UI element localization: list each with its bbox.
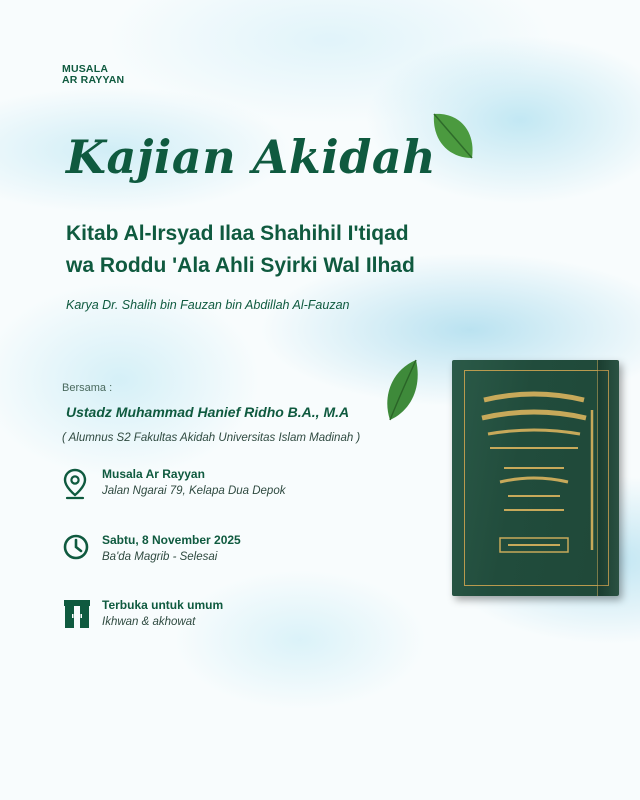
audience-title: Terbuka untuk umum [102, 598, 224, 612]
book-cover-image [452, 360, 619, 596]
speaker-label: Bersama : [62, 382, 113, 394]
location-pin-icon [62, 467, 88, 501]
book-title [66, 218, 415, 282]
audience-detail: Ikhwan & akhowat [102, 616, 196, 628]
leaf-decoration-middle [382, 356, 422, 426]
brand-line-1: MUSALA [62, 63, 109, 75]
door-icon [62, 598, 92, 630]
speaker-name: Ustadz Muhammad Hanief Ridho B.A., M.A [66, 404, 350, 420]
schedule-date: Sabtu, 8 November 2025 [102, 533, 241, 547]
schedule-time: Ba'da Magrib - Selesai [102, 551, 218, 563]
book-cover-ornament [464, 370, 604, 586]
location-address: Jalan Ngarai 79, Kelapa Dua Depok [102, 485, 286, 497]
brand-logo [62, 64, 124, 86]
book-spine [597, 360, 619, 596]
speaker-credential: ( Alumnus S2 Fakultas Akidah Universitas Islam Madinah ) [62, 432, 361, 444]
book-title-line-1: Kitab Al-Irsyad Ilaa Shahihil I'tiqad [66, 222, 409, 245]
location-name: Musala Ar Rayyan [102, 467, 205, 481]
brand-line-2: AR RAYYAN [62, 74, 125, 86]
book-title-line-2: wa Roddu 'Ala Ahli Syirki Wal Ilhad [66, 254, 415, 277]
book-author: Karya Dr. Shalih bin Fauzan bin Abdillah Al-Fauzan [66, 298, 350, 312]
event-title: Kajian Akidah [66, 130, 437, 184]
clock-icon [62, 533, 90, 561]
